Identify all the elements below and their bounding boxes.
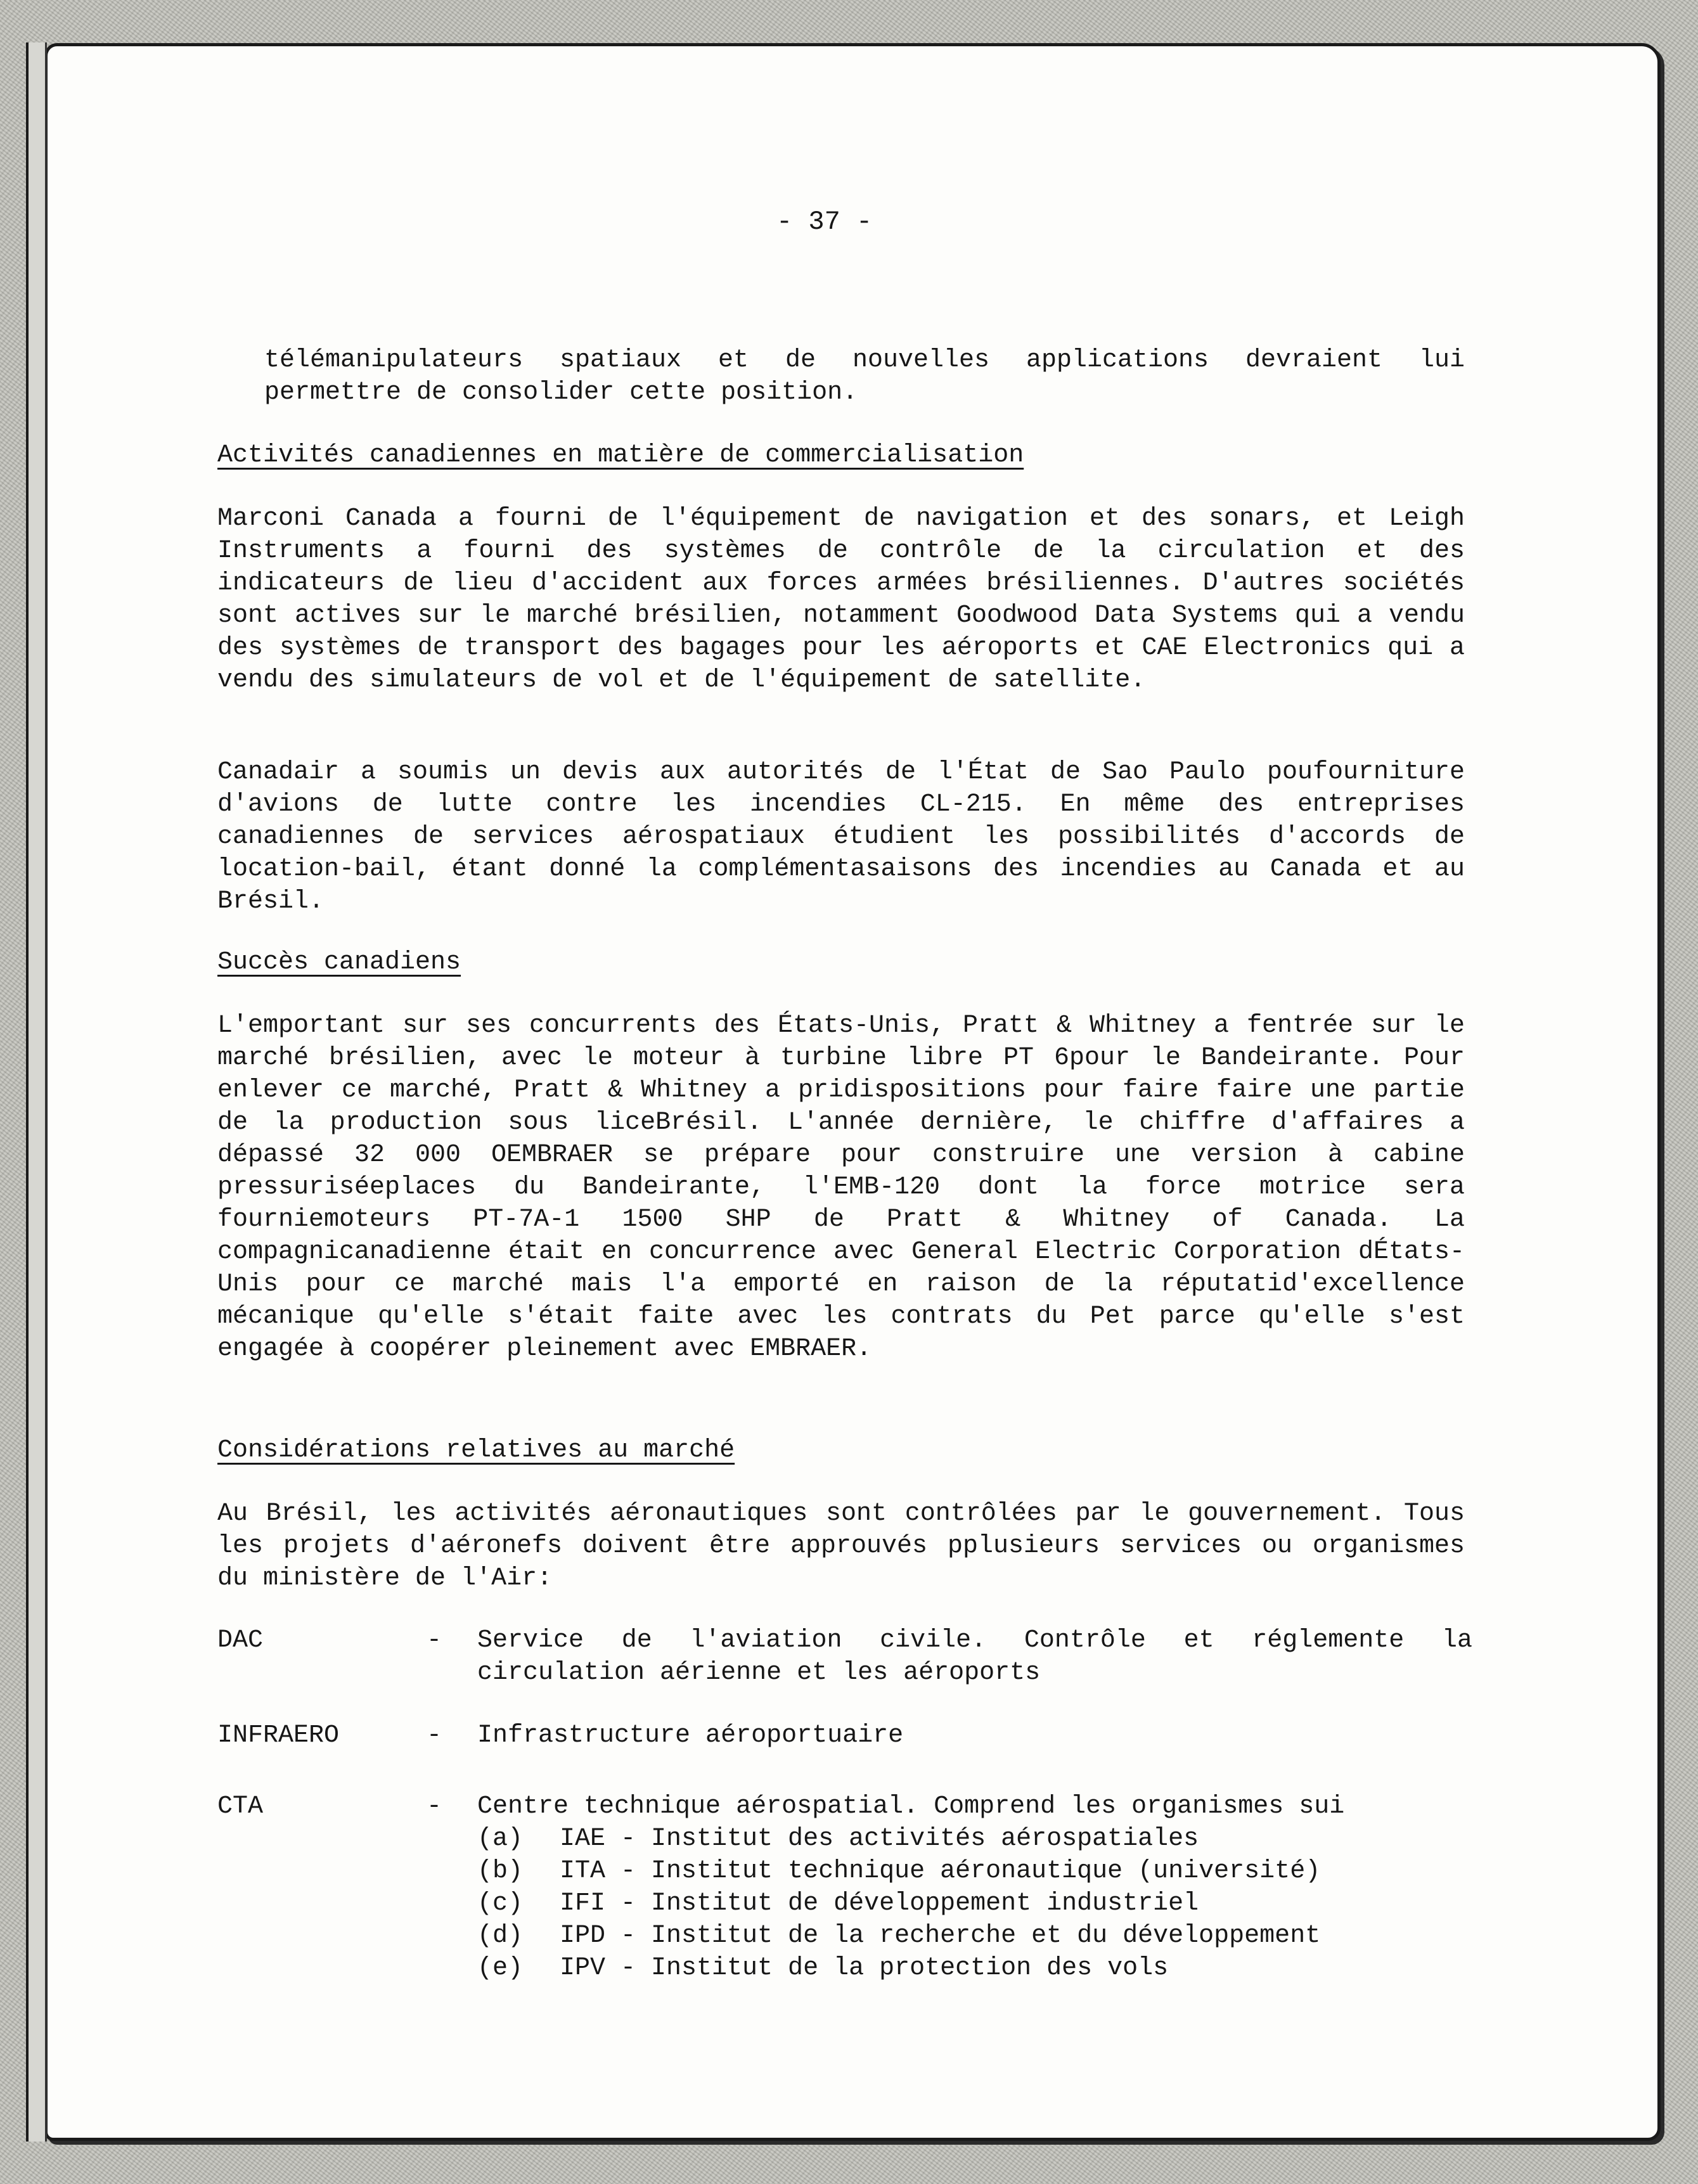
definition-term: CTA xyxy=(217,1792,264,1821)
list-item xyxy=(477,1920,1472,1952)
list-item-text: IPD - Institut de la recherche et du développement xyxy=(560,1922,1321,1950)
list-item xyxy=(477,1952,1472,1984)
paragraph-canadair: Canadair a soumis un devis aux autorités de l'État de Sao Paulo poufourniture d'avions de lutte contre les incendies CL-215. En même des entreprises canadiennes de services aérospatiaux étudient les possibilités d'accords de location-bail, étant donné la complémentasaisons des incendies au Canada et au Brésil. xyxy=(217,758,1465,916)
list-item-letter: (a) xyxy=(477,1825,524,1853)
list-item-text: IAE - Institut des activités aérospatiales xyxy=(560,1825,1199,1853)
definition-description: Service de l'aviation civile. Contrôle et réglemente la circulation aérienne et les aéroports xyxy=(477,1626,1472,1687)
definition-dash: - xyxy=(427,1721,442,1750)
page-number: - 37 - xyxy=(776,207,873,237)
list-item xyxy=(477,1823,1472,1855)
list-item-text: ITA - Institut technique aéronautique (université) xyxy=(560,1857,1321,1885)
definition-term: DAC xyxy=(217,1626,264,1655)
definition-dash: - xyxy=(427,1792,442,1821)
list-item-letter: (b) xyxy=(477,1857,524,1885)
list-item-letter: (d) xyxy=(477,1922,524,1950)
paragraph-bresil: Au Brésil, les activités aéronautiques sont contrôlées par le gouvernement. Tous les projets d'aéronefs doivent être approuvés pplusieurs services ou organismes du ministère de l'Air: xyxy=(217,1500,1465,1593)
list-item-letter: (e) xyxy=(477,1954,524,1982)
list-item xyxy=(477,1887,1472,1920)
list-item-text: IFI - Institut de développement industriel xyxy=(560,1889,1199,1918)
list-item xyxy=(477,1855,1472,1887)
document-page xyxy=(44,43,1661,2141)
paragraph-marconi: Marconi Canada a fourni de l'équipement de navigation et des sonars, et Leigh Instruments a fourni des systèmes de contrôle de la circulation et des indicateurs de lieu d'accident aux forces armées brésiliennes. D'autres sociétés sont actives sur le marché brésilien, notamment Goodwood Data Systems qui a vendu des systèmes de transport des bagages pour les aéroports et CAE Electronics qui a vendu des simulateurs de vol et de l'équipement de satellite. xyxy=(217,504,1465,695)
definition-term: INFRAERO xyxy=(217,1721,340,1750)
intro-paragraph: télémanipulateurs spatiaux et de nouvelles applications devraient lui permettre de consolider cette position. xyxy=(264,346,1465,407)
page-content xyxy=(48,46,1657,2138)
definition-description: Centre technique aérospatial. Comprend les organismes sui xyxy=(477,1792,1345,1821)
definition-dash: - xyxy=(427,1626,442,1655)
heading-considerations: Considérations relatives au marché xyxy=(217,1436,735,1465)
cta-sublist xyxy=(477,1823,1472,1984)
list-item-text: IPV - Institut de la protection des vols xyxy=(560,1954,1169,1982)
heading-succes: Succès canadiens xyxy=(217,948,461,977)
paragraph-pratt-whitney: L'emportant sur ses concurrents des États-Unis, Pratt & Whitney a fentrée sur le marché brésilien, avec le moteur à turbine libre PT 6pour le Bandeirante. Pour enlever ce marché, Pratt & Whitney a pridispositions pour faire faire une partie de la production sous liceBrésil. L'année dernière, le chiffre d'affaires a dépassé 32 000 OEMBRAER se prépare pour construire une version à cabine pressuriséeplaces du Bandeirante, l'EMB-120 dont la force motrice sera fourniemoteurs PT-7A-1 1500 SHP de Pratt & Whitney of Canada. La compagnicanadienne était en concurrence avec General Electric Corporation dÉtats-Unis pour ce marché mais l'a emporté en raison de la réputatid'excellence mécanique qu'elle s'était faite avec les contrats du Pet parce qu'elle s'est engagée à coopérer pleinement avec EMBRAER. xyxy=(217,1012,1465,1363)
list-item-letter: (c) xyxy=(477,1889,524,1918)
definition-description: Infrastructure aéroportuaire xyxy=(477,1721,904,1750)
heading-commercialisation: Activités canadiennes en matière de commercialisation xyxy=(217,441,1024,470)
